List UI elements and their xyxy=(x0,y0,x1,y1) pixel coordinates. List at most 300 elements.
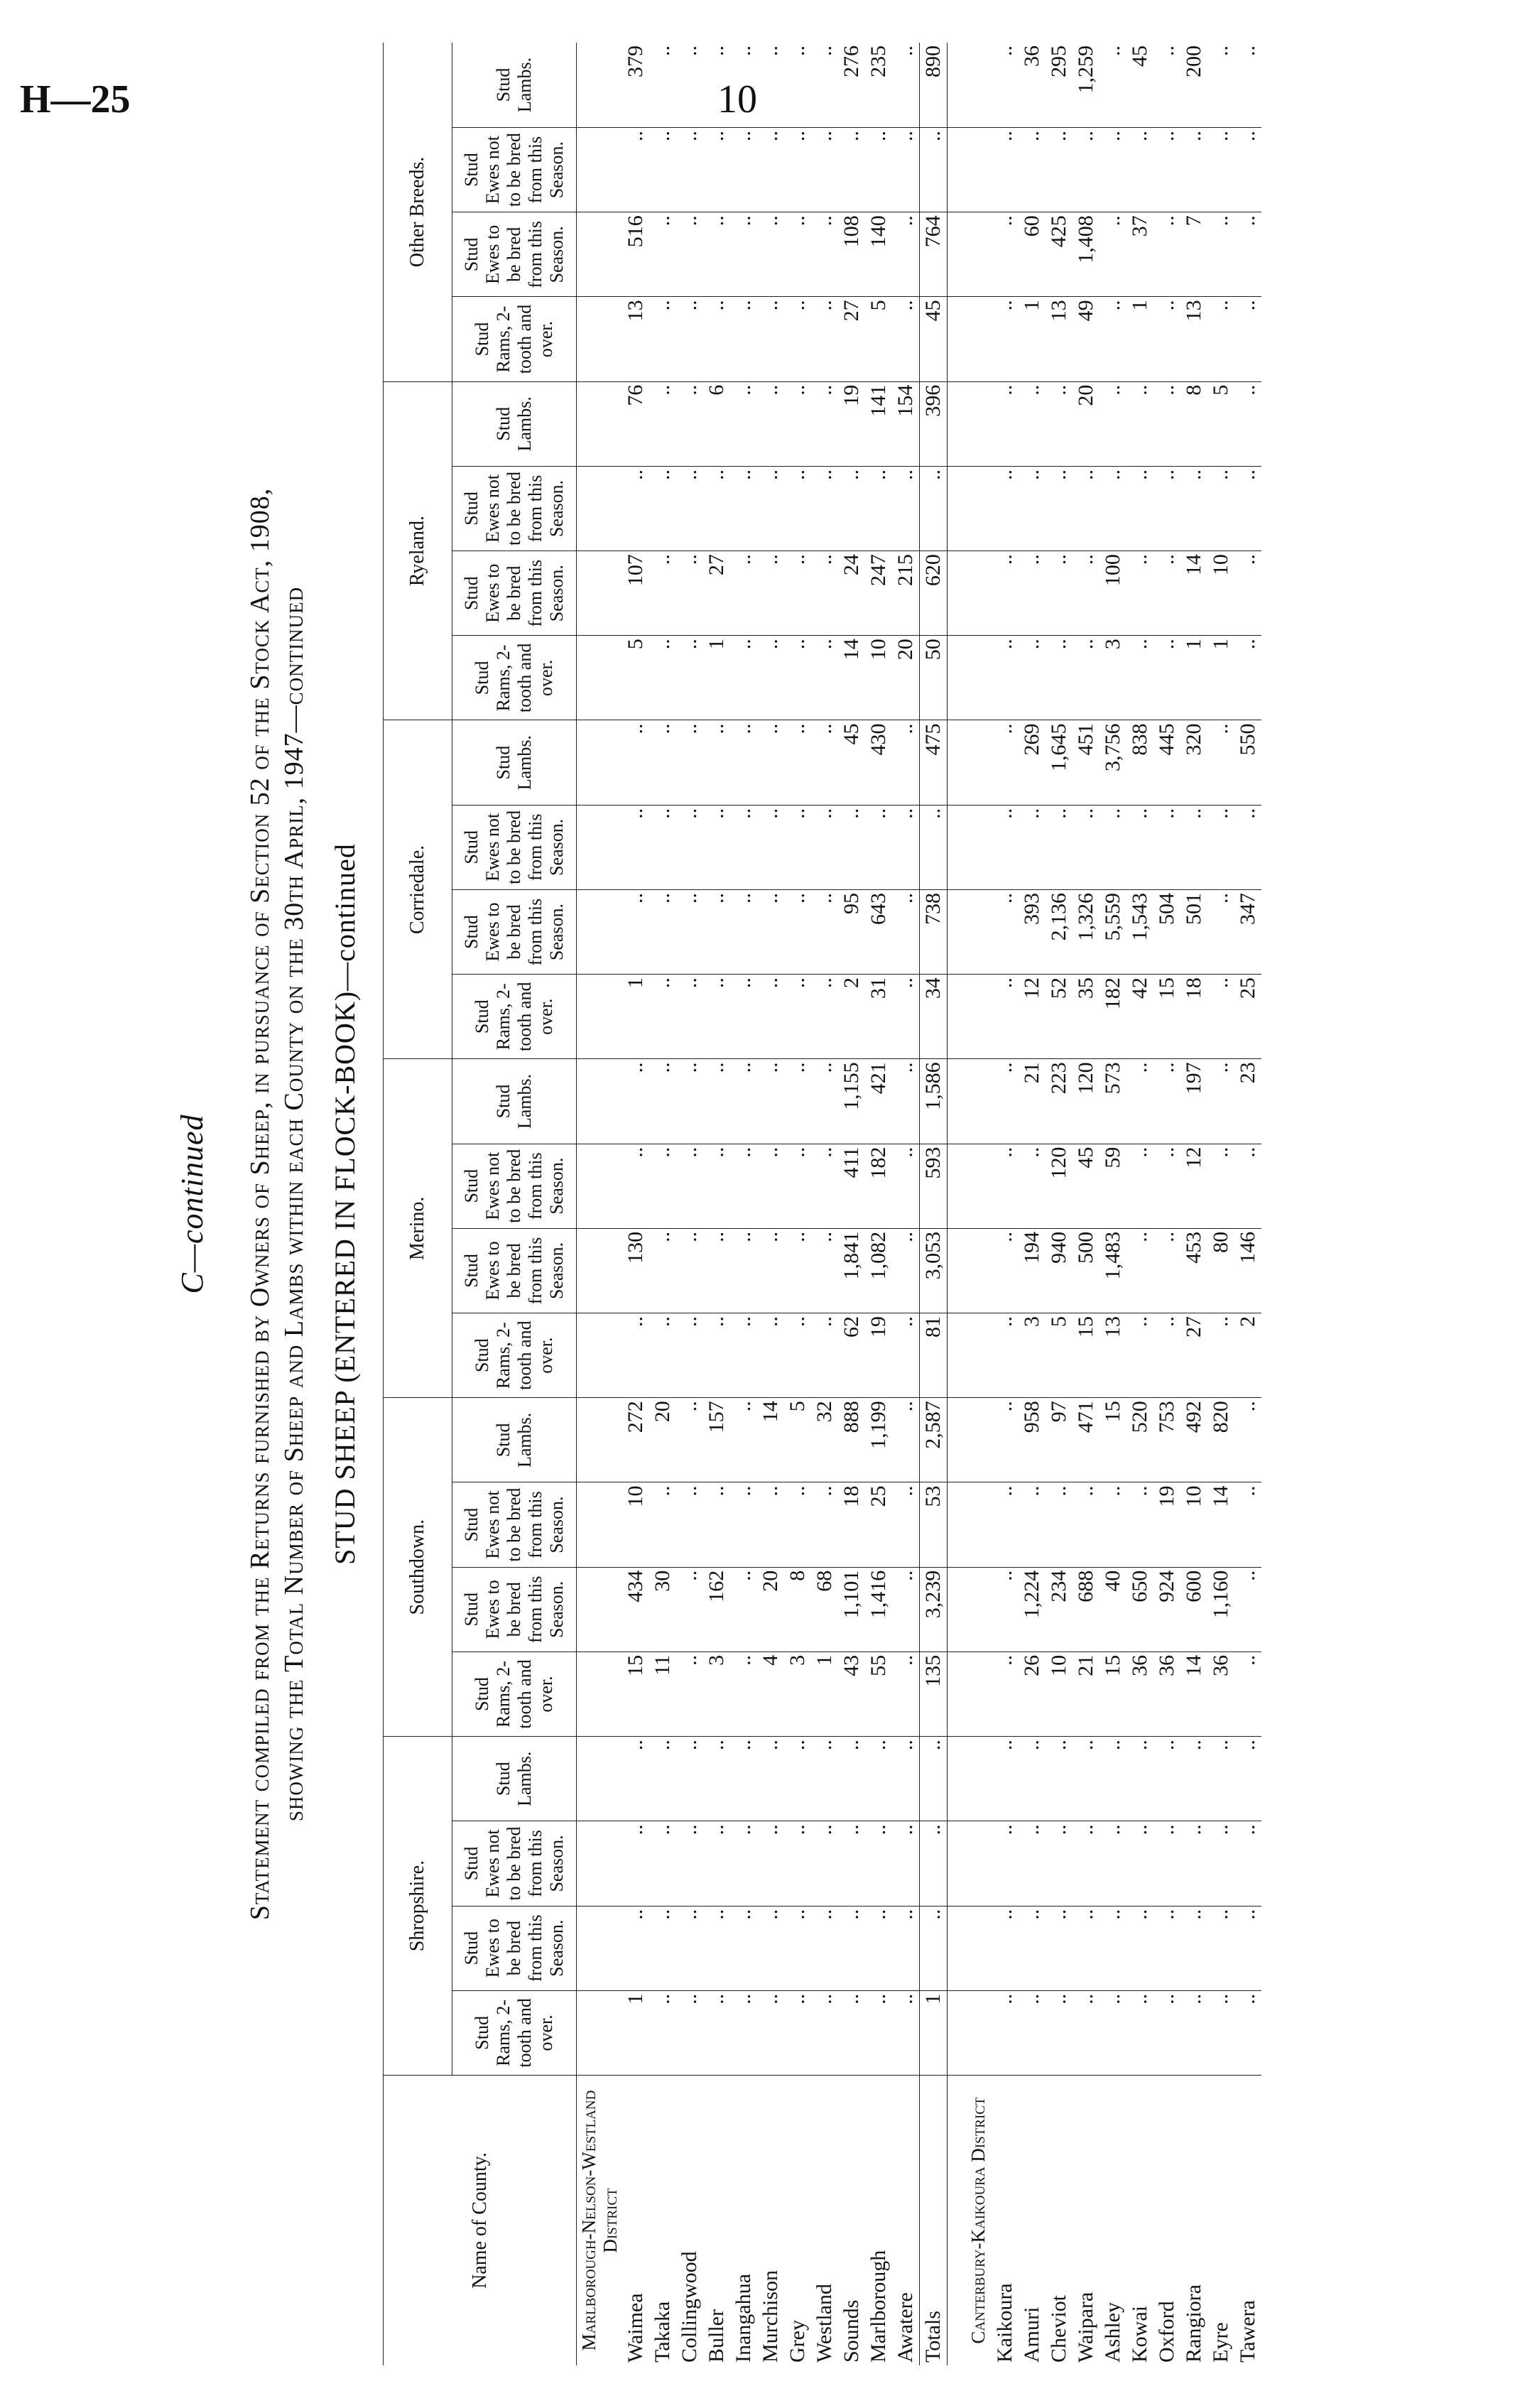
value-cell: .. xyxy=(1127,1144,1154,1228)
value-cell: .. xyxy=(649,720,676,805)
value-cell: .. xyxy=(676,1059,703,1144)
value-cell: .. xyxy=(784,1990,811,2075)
value-cell: .. xyxy=(1154,551,1181,636)
total-value-cell: 475 xyxy=(920,720,948,805)
totals-label: Totals xyxy=(920,2076,948,2366)
value-cell: .. xyxy=(757,1228,784,1313)
value-cell: .. xyxy=(811,212,838,297)
value-cell: .. xyxy=(992,381,1019,466)
value-cell: .. xyxy=(1181,1737,1207,1821)
value-cell: .. xyxy=(1234,1652,1261,1736)
county-name: Eyre xyxy=(1209,2322,1232,2363)
value-cell: .. xyxy=(1127,466,1154,551)
table-row xyxy=(1127,43,1154,2365)
value-cell: .. xyxy=(1154,1228,1181,1313)
value-cell: 40 xyxy=(1100,1567,1127,1652)
value-cell: .. xyxy=(865,1906,892,1990)
value-cell: 15 xyxy=(1073,1313,1100,1398)
value-cell: .. xyxy=(649,805,676,889)
value-cell: .. xyxy=(676,1737,703,1821)
value-cell: .. xyxy=(649,1821,676,1906)
empty-cell xyxy=(577,1059,623,1144)
value-cell: .. xyxy=(865,805,892,889)
spacer-cell xyxy=(948,1398,965,1482)
value-cell: .. xyxy=(757,43,784,127)
value-cell: 14 xyxy=(757,1398,784,1482)
value-cell: .. xyxy=(1073,551,1100,636)
value-cell: .. xyxy=(784,43,811,127)
value-cell: 1,259 xyxy=(1073,43,1100,127)
value-cell: .. xyxy=(757,1906,784,1990)
value-cell: .. xyxy=(1046,1990,1073,2075)
value-cell: .. xyxy=(703,805,730,889)
value-cell: 453 xyxy=(1181,1228,1207,1313)
value-cell: .. xyxy=(676,43,703,127)
value-cell: .. xyxy=(892,43,920,127)
value-cell: .. xyxy=(730,1144,757,1228)
value-cell: 80 xyxy=(1207,1228,1234,1313)
county-name: Awatere xyxy=(894,2292,917,2363)
value-cell: .. xyxy=(1046,127,1073,212)
value-cell: .. xyxy=(1127,1228,1154,1313)
column-subheader: Stud Ewes not to be bred from this Season. xyxy=(452,127,577,212)
value-cell: .. xyxy=(1019,636,1046,720)
value-cell: .. xyxy=(730,975,757,1059)
value-cell: .. xyxy=(676,636,703,720)
value-cell: .. xyxy=(838,1821,865,1906)
table-row xyxy=(838,43,865,2365)
value-cell: 45 xyxy=(838,720,865,805)
value-cell: .. xyxy=(838,805,865,889)
total-value-cell: 764 xyxy=(920,212,948,297)
value-cell: 501 xyxy=(1181,889,1207,974)
spacer-cell xyxy=(948,1652,965,1736)
value-cell: .. xyxy=(1046,466,1073,551)
value-cell: .. xyxy=(992,297,1019,381)
table-row xyxy=(1154,43,1181,2365)
total-value-cell: 45 xyxy=(920,297,948,381)
value-cell: .. xyxy=(811,889,838,974)
value-cell: .. xyxy=(811,1482,838,1567)
value-cell: 753 xyxy=(1154,1398,1181,1482)
value-cell: .. xyxy=(1207,1821,1234,1906)
value-cell: .. xyxy=(730,551,757,636)
value-cell: .. xyxy=(784,975,811,1059)
value-cell: .. xyxy=(1100,1990,1127,2075)
county-name: Murchison xyxy=(759,2270,782,2363)
value-cell: .. xyxy=(1046,1737,1073,1821)
value-cell: .. xyxy=(1234,466,1261,551)
value-cell: 6 xyxy=(703,381,730,466)
value-cell: 45 xyxy=(1127,43,1154,127)
value-cell: .. xyxy=(992,1567,1019,1652)
value-cell: .. xyxy=(1207,975,1234,1059)
value-cell: .. xyxy=(1234,551,1261,636)
value-cell: 1,224 xyxy=(1019,1567,1046,1652)
empty-cell xyxy=(965,720,992,805)
county-name: Waipara xyxy=(1074,2292,1097,2363)
value-cell: .. xyxy=(703,975,730,1059)
value-cell: .. xyxy=(622,1737,649,1821)
value-cell: .. xyxy=(649,127,676,212)
value-cell: 120 xyxy=(1073,1059,1100,1144)
value-cell: 1 xyxy=(1019,297,1046,381)
spacer-cell xyxy=(948,1906,965,1990)
breed-header-corriedale: Corriedale. xyxy=(384,720,452,1059)
value-cell: 451 xyxy=(1073,720,1100,805)
value-cell: 97 xyxy=(1046,1398,1073,1482)
empty-cell xyxy=(965,381,992,466)
total-value-cell: 34 xyxy=(920,975,948,1059)
spacer-cell xyxy=(948,805,965,889)
value-cell: .. xyxy=(865,1737,892,1821)
value-cell: 32 xyxy=(811,1398,838,1482)
value-cell: .. xyxy=(1154,297,1181,381)
empty-cell xyxy=(965,297,992,381)
spacer-cell xyxy=(948,1482,965,1567)
value-cell: .. xyxy=(992,1482,1019,1567)
county-name: Kowai xyxy=(1128,2306,1151,2363)
value-cell: .. xyxy=(892,1313,920,1398)
value-cell: .. xyxy=(730,805,757,889)
value-cell: 3 xyxy=(784,1652,811,1736)
value-cell: .. xyxy=(892,720,920,805)
value-cell: 14 xyxy=(838,636,865,720)
value-cell: .. xyxy=(811,1144,838,1228)
value-cell: .. xyxy=(649,1059,676,1144)
value-cell: .. xyxy=(1154,1906,1181,1990)
empty-cell xyxy=(577,212,623,297)
empty-cell xyxy=(965,1990,992,2075)
value-cell: 269 xyxy=(1019,720,1046,805)
value-cell: .. xyxy=(784,1228,811,1313)
value-cell: .. xyxy=(784,720,811,805)
value-cell: 1 xyxy=(622,1990,649,2075)
value-cell: 1,416 xyxy=(865,1567,892,1652)
value-cell: .. xyxy=(703,1990,730,2075)
value-cell: 1,155 xyxy=(838,1059,865,1144)
value-cell: .. xyxy=(730,1228,757,1313)
value-cell: .. xyxy=(865,1990,892,2075)
value-cell: .. xyxy=(1154,127,1181,212)
value-cell: .. xyxy=(676,1144,703,1228)
value-cell: 838 xyxy=(1127,720,1154,805)
value-cell: .. xyxy=(757,1313,784,1398)
value-cell: .. xyxy=(1046,636,1073,720)
value-cell: 30 xyxy=(649,1567,676,1652)
value-cell: 430 xyxy=(865,720,892,805)
empty-cell xyxy=(965,1398,992,1482)
value-cell: 2 xyxy=(1234,1313,1261,1398)
value-cell: .. xyxy=(676,720,703,805)
value-cell: .. xyxy=(703,1737,730,1821)
value-cell: 154 xyxy=(892,381,920,466)
value-cell: .. xyxy=(784,1144,811,1228)
value-cell: 23 xyxy=(1234,1059,1261,1144)
value-cell: .. xyxy=(1100,1737,1127,1821)
empty-cell xyxy=(577,1567,623,1652)
empty-cell xyxy=(965,889,992,974)
value-cell: .. xyxy=(1154,1990,1181,2075)
table-row xyxy=(784,43,811,2365)
value-cell: 45 xyxy=(1073,1144,1100,1228)
value-cell: .. xyxy=(892,466,920,551)
county-name: Grey xyxy=(786,2320,809,2363)
value-cell: 1 xyxy=(1127,297,1154,381)
value-cell: 36 xyxy=(1019,43,1046,127)
value-cell: .. xyxy=(838,1737,865,1821)
value-cell: .. xyxy=(892,1737,920,1821)
value-cell: 59 xyxy=(1100,1144,1127,1228)
value-cell: .. xyxy=(811,975,838,1059)
value-cell: .. xyxy=(811,1228,838,1313)
value-cell: .. xyxy=(784,466,811,551)
value-cell: .. xyxy=(1181,127,1207,212)
value-cell: 107 xyxy=(622,551,649,636)
empty-cell xyxy=(577,1482,623,1567)
value-cell: 924 xyxy=(1154,1567,1181,1652)
value-cell: .. xyxy=(811,1821,838,1906)
spacer-cell xyxy=(948,1313,965,1398)
value-cell: .. xyxy=(730,43,757,127)
value-cell: 520 xyxy=(1127,1398,1154,1482)
value-cell: 20 xyxy=(649,1398,676,1482)
value-cell: 379 xyxy=(622,43,649,127)
value-cell: .. xyxy=(730,889,757,974)
value-cell: .. xyxy=(649,1482,676,1567)
value-cell: 600 xyxy=(1181,1567,1207,1652)
value-cell: 11 xyxy=(649,1652,676,1736)
value-cell: .. xyxy=(676,1990,703,2075)
value-cell: .. xyxy=(1207,1737,1234,1821)
value-cell: .. xyxy=(757,466,784,551)
value-cell: .. xyxy=(1181,1990,1207,2075)
value-cell: 3 xyxy=(1019,1313,1046,1398)
empty-cell xyxy=(577,1821,623,1906)
stud-sheep-table xyxy=(383,43,1261,2365)
value-cell: 25 xyxy=(1234,975,1261,1059)
value-cell: .. xyxy=(1100,805,1127,889)
value-cell: 215 xyxy=(892,551,920,636)
value-cell: .. xyxy=(1234,1990,1261,2075)
value-cell: .. xyxy=(649,1228,676,1313)
value-cell: .. xyxy=(811,381,838,466)
empty-cell xyxy=(577,297,623,381)
total-value-cell: 50 xyxy=(920,636,948,720)
value-cell: .. xyxy=(757,1990,784,2075)
value-cell: .. xyxy=(892,805,920,889)
value-cell: .. xyxy=(784,889,811,974)
spacer-cell xyxy=(948,212,965,297)
value-cell: 1 xyxy=(1181,636,1207,720)
table-row xyxy=(992,43,1019,2365)
total-value-cell: .. xyxy=(920,127,948,212)
value-cell: 120 xyxy=(1046,1144,1073,1228)
value-cell: .. xyxy=(1127,127,1154,212)
value-cell: .. xyxy=(1019,381,1046,466)
value-cell: 31 xyxy=(865,975,892,1059)
total-value-cell: 3,239 xyxy=(920,1567,948,1652)
value-cell: .. xyxy=(892,1398,920,1482)
value-cell: 12 xyxy=(1181,1144,1207,1228)
value-cell: .. xyxy=(676,1567,703,1652)
value-cell: .. xyxy=(992,636,1019,720)
value-cell: .. xyxy=(1207,720,1234,805)
value-cell: .. xyxy=(1181,805,1207,889)
table-row xyxy=(1207,43,1234,2365)
page-code: H—25 xyxy=(20,77,131,121)
value-cell: .. xyxy=(676,1906,703,1990)
value-cell: .. xyxy=(1234,127,1261,212)
value-cell: .. xyxy=(1127,551,1154,636)
value-cell: .. xyxy=(649,1144,676,1228)
value-cell: .. xyxy=(1207,43,1234,127)
total-value-cell: 135 xyxy=(920,1652,948,1736)
value-cell: .. xyxy=(811,466,838,551)
spacer-cell xyxy=(948,1737,965,1821)
value-cell: .. xyxy=(811,1059,838,1144)
value-cell: 1 xyxy=(703,636,730,720)
value-cell: .. xyxy=(1127,1990,1154,2075)
value-cell: 24 xyxy=(838,551,865,636)
value-cell: 36 xyxy=(1127,1652,1154,1736)
value-cell: .. xyxy=(703,43,730,127)
value-cell: 5 xyxy=(622,636,649,720)
value-cell: 1,160 xyxy=(1207,1567,1234,1652)
value-cell: .. xyxy=(1046,805,1073,889)
spacer-cell xyxy=(948,1059,965,1144)
spacer-cell xyxy=(948,551,965,636)
value-cell: .. xyxy=(676,1482,703,1567)
value-cell: 3 xyxy=(703,1652,730,1736)
table-row xyxy=(730,43,757,2365)
value-cell: .. xyxy=(1154,212,1181,297)
value-cell: .. xyxy=(649,1737,676,1821)
value-cell: .. xyxy=(757,551,784,636)
empty-cell xyxy=(965,1144,992,1228)
page-number: 10 xyxy=(717,77,757,121)
value-cell: .. xyxy=(622,720,649,805)
county-name: Ashley xyxy=(1101,2302,1124,2363)
county-name: Amuri xyxy=(1020,2306,1043,2363)
value-cell: 14 xyxy=(1181,551,1207,636)
value-cell: 5 xyxy=(1207,381,1234,466)
value-cell: .. xyxy=(1100,212,1127,297)
value-cell: .. xyxy=(1046,1906,1073,1990)
value-cell: .. xyxy=(1207,1144,1234,1228)
value-cell: .. xyxy=(676,212,703,297)
value-cell: .. xyxy=(992,1990,1019,2075)
value-cell: .. xyxy=(1127,381,1154,466)
value-cell: .. xyxy=(992,1398,1019,1482)
value-cell: .. xyxy=(1207,127,1234,212)
value-cell: .. xyxy=(865,127,892,212)
total-value-cell: .. xyxy=(920,1737,948,1821)
value-cell: .. xyxy=(622,1313,649,1398)
value-cell: .. xyxy=(1046,381,1073,466)
value-cell: 3 xyxy=(1100,636,1127,720)
title-line-1: Statement compiled from the Returns furnished by Owners of Sheep, in pursuance of Section 52 of the Stock Act, 1908, xyxy=(245,487,275,1921)
total-value-cell: 3,053 xyxy=(920,1228,948,1313)
value-cell: .. xyxy=(622,127,649,212)
value-cell: 820 xyxy=(1207,1398,1234,1482)
spacer-cell xyxy=(948,1144,965,1228)
value-cell: .. xyxy=(622,1906,649,1990)
value-cell: 421 xyxy=(865,1059,892,1144)
value-cell: 52 xyxy=(1046,975,1073,1059)
column-subheader: Stud Rams, 2-tooth and over. xyxy=(452,297,577,381)
empty-cell xyxy=(577,466,623,551)
value-cell: 27 xyxy=(1181,1313,1207,1398)
district-name: Canterbury-Kaikoura District xyxy=(967,2097,989,2344)
value-cell: .. xyxy=(703,1313,730,1398)
value-cell: .. xyxy=(1073,1482,1100,1567)
value-cell: 393 xyxy=(1019,889,1046,974)
spacer-cell xyxy=(948,43,965,127)
value-cell: 60 xyxy=(1019,212,1046,297)
total-value-cell: 2,587 xyxy=(920,1398,948,1482)
value-cell: .. xyxy=(649,551,676,636)
value-cell: 13 xyxy=(1181,297,1207,381)
value-cell: 958 xyxy=(1019,1398,1046,1482)
value-cell: .. xyxy=(649,636,676,720)
value-cell: 688 xyxy=(1073,1567,1100,1652)
county-name: Buller xyxy=(705,2309,728,2363)
table-row xyxy=(811,43,838,2365)
value-cell: 20 xyxy=(1073,381,1100,466)
empty-cell xyxy=(577,1990,623,2075)
value-cell: .. xyxy=(1073,805,1100,889)
value-cell: 5 xyxy=(784,1398,811,1482)
spacer-row xyxy=(948,43,965,2365)
value-cell: 492 xyxy=(1181,1398,1207,1482)
value-cell: .. xyxy=(649,212,676,297)
value-cell: .. xyxy=(992,1313,1019,1398)
value-cell: .. xyxy=(992,1737,1019,1821)
value-cell: 10 xyxy=(1207,551,1234,636)
value-cell: 13 xyxy=(1046,297,1073,381)
value-cell: .. xyxy=(676,1313,703,1398)
value-cell: 504 xyxy=(1154,889,1181,974)
column-subheader: Stud Lambs. xyxy=(452,381,577,466)
value-cell: .. xyxy=(784,1482,811,1567)
rotated-content xyxy=(167,43,1525,2365)
breed-header-shropshire: Shropshire. xyxy=(384,1737,452,2076)
value-cell: .. xyxy=(811,43,838,127)
value-cell: .. xyxy=(1154,43,1181,127)
value-cell: .. xyxy=(622,1821,649,1906)
value-cell: .. xyxy=(730,1398,757,1482)
value-cell: .. xyxy=(1127,1906,1154,1990)
county-name: Marlborough xyxy=(867,2250,890,2363)
empty-cell xyxy=(577,1144,623,1228)
value-cell: .. xyxy=(784,805,811,889)
title-line-3: STUD SHEEP (ENTERED IN FLOCK-BOOK)—continued xyxy=(329,843,361,1565)
empty-cell xyxy=(965,1567,992,1652)
district-row xyxy=(577,43,623,2365)
value-cell: 19 xyxy=(865,1313,892,1398)
value-cell: .. xyxy=(1127,636,1154,720)
value-cell: .. xyxy=(1154,1059,1181,1144)
value-cell: 12 xyxy=(1019,975,1046,1059)
value-cell: 1,841 xyxy=(838,1228,865,1313)
total-value-cell: 396 xyxy=(920,381,948,466)
value-cell: .. xyxy=(784,127,811,212)
value-cell: .. xyxy=(992,1228,1019,1313)
table-row xyxy=(1073,43,1100,2365)
table-body xyxy=(577,43,1262,2365)
column-subheader: Stud Rams, 2-tooth and over. xyxy=(452,1652,577,1736)
